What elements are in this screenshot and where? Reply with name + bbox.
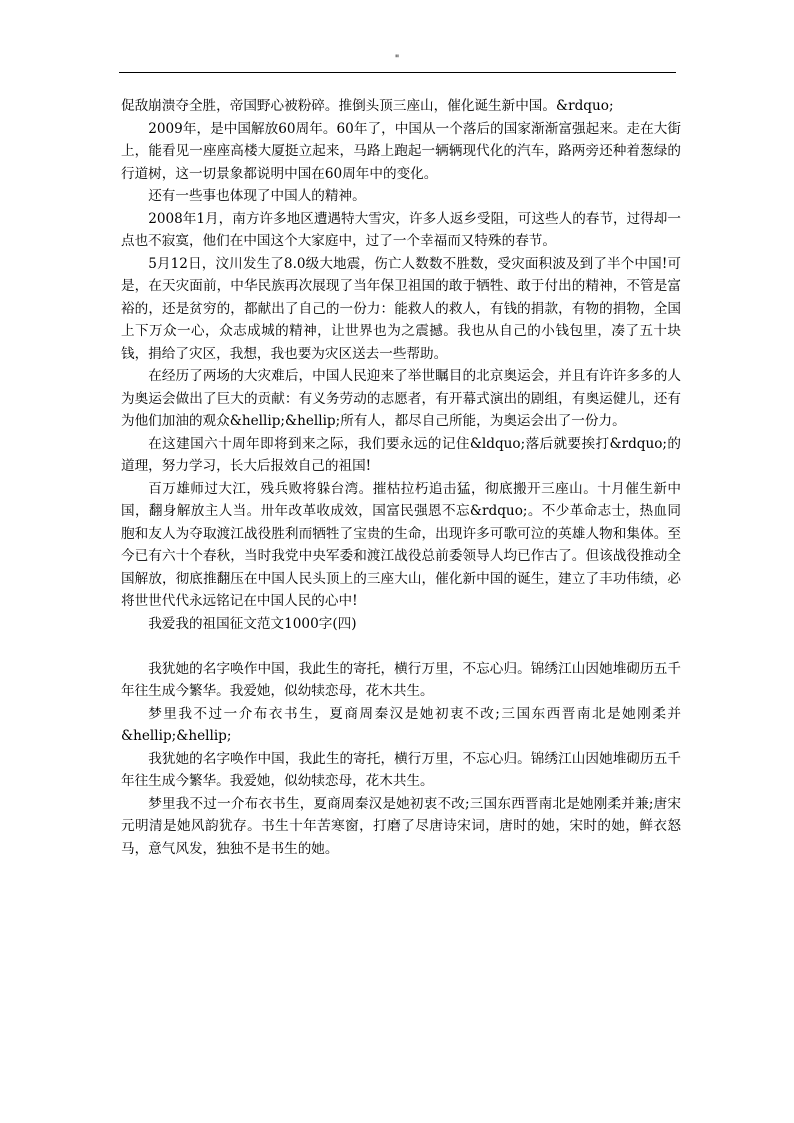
body-text	[121, 95, 681, 860]
paragraph: 我犹她的名字唤作中国，我此生的寄托，横行万里，不忘心归。锦绣江山因她堆砌历五千年往生成今繁华。我爱她，似幼犊恋母，花木共生。	[121, 660, 681, 699]
paragraph: 我犹她的名字唤作中国，我此生的寄托，横行万里，不忘心归。锦绣江山因她堆砌历五千年往生成今繁华。我爱她，似幼犊恋母，花木共生。	[121, 750, 681, 789]
paragraph: 在这建国六十周年即将到来之际，我们要永远的记住&ldquo;落后就要挨打&rdquo;的道理，努力学习，长大后报效自己的祖国!	[121, 435, 681, 474]
paragraph: 梦里我不过一介布衣书生，夏商周秦汉是她初衷不改;三国东西晋南北是她刚柔并&hellip;&hellip;	[121, 705, 681, 744]
header-rule	[119, 72, 676, 73]
paragraph: 2009年，是中国解放60周年。60年了，中国从一个落后的国家渐渐富强起来。走在大街上，能看见一座座高楼大厦挺立起来，马路上跑起一辆辆现代化的汽车，路两旁还种着葱绿的行道树，这一切景象都说明中国在60周年中的变化。	[121, 120, 681, 182]
paragraph: 还有一些事也体现了中国人的精神。	[148, 188, 366, 204]
paragraph: 梦里我不过一介布衣书生，夏商周秦汉是她初衷不改;三国东西晋南北是她刚柔并兼;唐宋元明清是她风韵犹存。书生十年苦寒窗，打磨了尽唐诗宋词，唐时的她，宋时的她，鲜衣怒马，意气风发，独独不是书生的她。	[121, 795, 681, 857]
paragraph: 百万雄师过大江，残兵败将躲台湾。摧枯拉朽追击猛，彻底搬开三座山。十月催生新中国，翻身解放主人当。卅年改革收成效，国富民强恩不忘&rdquo;。不少革命志士，热血同胞和友人为夺取渡江战役胜利而牺牲了宝贵的生命，出现许多可歌可泣的英雄人物和集体。至今已有六十个春秋，当时我党中央军委和渡江战役总前委领导人均已作古了。但该战役推动全国解放，彻底推翻压在中国人民头顶上的三座大山，催化新中国的诞生，建立了丰功伟绩，必将世世代代永远铭记在中国人民的心中!	[121, 480, 681, 609]
paragraph: 2008年1月，南方许多地区遭遇特大雪灾，许多人返乡受阻，可这些人的春节，过得却一点也不寂寞，他们在中国这个大家庭中，过了一个幸福而又特殊的春节。	[121, 210, 681, 249]
paragraph: 在经历了两场的大灾难后，中国人民迎来了举世瞩目的北京奥运会，并且有许许多多的人为奥运会做出了巨大的贡献：有义务劳动的志愿者，有开幕式演出的剧组，有奥运健儿，还有为他们加油的观众&hellip;&hellip;所有人，都尽自己所能，为奥运会出了一份力。	[121, 368, 681, 429]
blank-line	[121, 635, 681, 658]
paragraph: 促敌崩溃夺全胜，帝国野心被粉碎。推倒头顶三座山，催化诞生新中国。&rdquo;	[121, 98, 614, 114]
section-heading: 我爱我的祖国征文范文1000字(四)	[148, 615, 357, 632]
header-mark: "	[394, 54, 400, 65]
paragraph: 5月12日，汶川发生了8.0级大地震，伤亡人数数不胜数，受灾面积波及到了半个中国!可是，在天灾面前，中华民族再次展现了当年保卫祖国的敢于牺牲、敢于付出的精神，不管是富裕的，还是贫穷的，都献出了自己的一份力：能救人的救人，有钱的捐款，有物的捐物，全国上下万众一心，众志成城的精神，让世界也为之震撼。我也从自己的小钱包里，凑了五十块钱，捐给了灾区，我想，我也要为灾区送去一些帮助。	[121, 255, 681, 362]
